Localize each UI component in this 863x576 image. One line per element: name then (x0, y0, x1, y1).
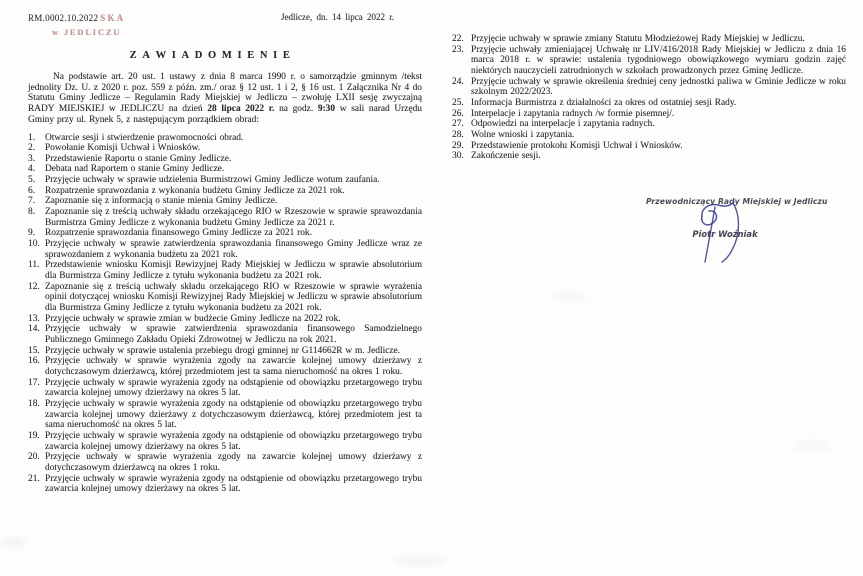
signature-block (646, 196, 828, 239)
intro-text: Na podstawie art. 20 ust. 1 ustawy z dnia 8 marca 1990 r. o samorządzie gminnym /tekst jednolity Dz. U. z 2020 r. poz. 559 z późn. zm./ oraz § 12 ust. 1 i 2, § 16 ust. 1 Załącznika Nr 4 do Statutu Gminy Jedlicze – Regulamin Rady Miejskiej w Jedliczu – zwołuję LXII sesję zwyczajną RADY MIEJSKIEJ w JEDLICZU na dzień (28, 72, 422, 115)
agenda-item (28, 324, 422, 345)
dateline: Jedlicze, dn. 14 lipca 2022 r. (281, 12, 394, 22)
agenda-item-number: 11. (28, 260, 40, 271)
intro-paragraph (28, 72, 422, 126)
stamp-text-line1: SKA (100, 13, 126, 23)
agenda-item-number: 17. (28, 377, 40, 388)
session-date-bold: 28 lipca 2022 r. (207, 104, 275, 115)
page-1 (28, 8, 422, 495)
agenda-item-number: 25. (452, 97, 464, 108)
agenda-item (28, 452, 422, 473)
agenda-item-text: Informacja Burmistrza z działalności za okres od ostatniej sesji Rady. (471, 97, 737, 108)
agenda-item (28, 228, 422, 239)
agenda-item-number: 28. (452, 129, 464, 140)
reference-line (28, 8, 125, 26)
agenda-item-text: Przyjęcie uchwały w sprawie określenia średniej ceny jednostki paliwa w Gminie Jedlicze w roku szkolnym 2022/2023. (471, 76, 846, 98)
agenda-item-number: 18. (28, 398, 40, 409)
agenda-item-text: Otwarcie sesji i stwierdzenie prawomocności obrad. (45, 132, 244, 143)
intro-text: na godz. (274, 104, 318, 115)
agenda-item-number: 19. (28, 430, 40, 441)
intro-text: w sali narad Urzędu Gminy przy ul. Rynek 5, z następującym porządkiem obrad: (28, 104, 422, 125)
agenda-item (28, 143, 422, 154)
scan-smudge (792, 440, 832, 452)
agenda-item-number: 14. (28, 324, 40, 335)
agenda-item (452, 151, 846, 162)
agenda-list-items-1-21 (28, 133, 422, 495)
document-title: Z A W I A D O M I E N I E (129, 50, 293, 61)
agenda-item (28, 282, 422, 314)
agenda-item-text: Rozpatrzenie sprawozdania z wykonania budżetu Gminy Jedlicze za 2021 rok. (45, 185, 345, 196)
agenda-item-number: 1. (28, 132, 36, 143)
scan-smudge (0, 538, 26, 547)
signer-role: Przewodniczący Rady Miejskiej w Jedliczu (646, 196, 828, 206)
agenda-item-text: Przyjęcie uchwały w sprawie wyrażenia zgody na zawarcie kolejnej umowy dzierżawy z dotychczasowym dzierżawcą na okres 1 roku. (45, 452, 422, 473)
agenda-item (452, 45, 846, 77)
agenda-item-number: 3. (28, 153, 36, 164)
agenda-item (28, 207, 422, 228)
agenda-item-number: 16. (28, 356, 40, 367)
agenda-item (28, 356, 422, 377)
agenda-item-text: Zapoznanie się z informacją o stanie mienia Gminy Jedlicze. (45, 196, 278, 207)
agenda-item-text: Interpelacje i zapytania radnych /w formie pisemnej/. (471, 108, 675, 119)
agenda-item (28, 164, 422, 175)
agenda-item (452, 34, 846, 45)
agenda-item-text: Przyjęcie uchwały w sprawie wyrażenia zgody na odstąpienie od obowiązku przetargowego trybu zawarcia kolejnej umowy dzierżawy na okres 5 lat. (45, 430, 422, 452)
agenda-item (452, 109, 846, 120)
agenda-item-text: Przyjęcie uchwały w sprawie zmiany Statutu Młodzieżowej Rady Miejskiej w Jedliczu. (471, 34, 805, 44)
agenda-item-text: Zapoznanie się z treścią uchwały składu orzekającego RIO w Rzeszowie w sprawie sprawozdania Burmistrza Gminy Jedlicze z wykonania budżetu Gminy Jedlicze za 2021 r. (45, 207, 422, 228)
reference-number: RM.0002.10.2022 (28, 13, 99, 23)
agenda-item-text: Przyjęcie uchwały w sprawie wyrażenia zgody na zawarcie kolejnej umowy dzierżawy z dotychczasowym dzierżawcą, której przedmiotem jest ta sama nieruchomość na okres 1 roku. (45, 356, 422, 377)
agenda-item-number: 15. (28, 345, 40, 356)
agenda-item (28, 399, 422, 431)
agenda-item-number: 6. (28, 185, 36, 196)
page-header (28, 8, 422, 26)
agenda-item (28, 314, 422, 325)
agenda-item (28, 154, 422, 165)
agenda-item-text: Zakończenie sesji. (471, 151, 541, 162)
agenda-item-number: 8. (28, 207, 36, 218)
agenda-item-number: 4. (28, 164, 36, 175)
agenda-item-text: Zapoznanie się z treścią uchwały składu orzekającego RIO w Rzeszowie w sprawie wyrażenia opinii dotyczącej wniosku Komisji Rewizyjnej Rady Miejskiej w Jedliczu w sprawie absolutorium dla Burmistrza Gminy Jedlicze z tytułu wykonania budżetu za 2021 rok. (45, 281, 422, 314)
agenda-item-text: Przyjęcie uchwały w sprawie ustalenia przebiegu drogi gminnej nr G114662R w m. Jedlicze. (45, 345, 401, 356)
agenda-item (452, 119, 846, 130)
agenda-item (28, 175, 422, 186)
agenda-item-number: 21. (28, 473, 40, 484)
agenda-item-number: 12. (28, 281, 40, 292)
agenda-item (28, 260, 422, 281)
agenda-item-text: Przedstawienie protokołu Komisji Uchwał i Wniosków. (471, 140, 683, 151)
agenda-item-text: Odpowiedzi na interpelacje i zapytania radnych. (471, 119, 655, 130)
page-2 (452, 27, 846, 239)
agenda-item-number: 23. (452, 44, 464, 55)
agenda-item-number: 22. (452, 34, 464, 44)
agenda-item-text: Przyjęcie uchwały w sprawie zmian w budżecie Gminy Jedlicze na 2022 rok. (45, 313, 341, 324)
agenda-item (28, 474, 422, 495)
agenda-item-number: 20. (28, 452, 40, 463)
agenda-item (28, 378, 422, 399)
agenda-item-number: 29. (452, 140, 464, 151)
agenda-item-text: Przyjęcie uchwały w sprawie zatwierdzenia sprawozdania finansowego Gminy Jedlicze wraz ze sprawozdaniem z wykonania budżetu za 2021 rok. (45, 239, 422, 260)
agenda-item-text: Przyjęcie uchwały w sprawie wyrażenia zgody na odstąpienie od obowiązku przetargowego trybu zawarcia kolejnej umowy dzierżawy z dotychczasowym dzierżawcą, której przedmiotem jest ta sama nieruchomość na okres 5 lat. (45, 398, 422, 431)
agenda-item-text: Przedstawienie wniosku Komisji Rewizyjnej Rady Miejskiej w Jedliczu w sprawie absolutorium dla Burmistrza Gminy Jedlicze z tytułu wykonania budżetu za 2021 rok. (45, 260, 422, 282)
agenda-item-text: Debata nad Raportem o stanie Gminy Jedlicze. (45, 164, 225, 175)
agenda-item-text: Powołanie Komisji Uchwał i Wniosków. (45, 143, 201, 154)
agenda-item (452, 130, 846, 141)
agenda-item-text: Rozpatrzenie sprawozdania finansowego Gminy Jedlicze za 2021 rok. (45, 228, 312, 239)
agenda-item-number: 10. (28, 239, 40, 250)
agenda-item (28, 346, 422, 357)
agenda-item-number: 9. (28, 228, 36, 239)
agenda-item (452, 141, 846, 152)
agenda-item-text: Przyjęcie uchwały w sprawie zatwierdzenia sprawozdania finansowego Samodzielnego Publicznego Gminnego Zakładu Opieki Zdrowotnej w Jedliczu na rok 2021. (45, 324, 422, 345)
agenda-item-number: 13. (28, 313, 40, 324)
agenda-item (452, 98, 846, 109)
agenda-item (28, 239, 422, 260)
session-time-bold: 9:30 (317, 104, 336, 115)
agenda-item-text: Przyjęcie uchwały w sprawie udzielenia Burmistrzowi Gminy Jedlicze wotum zaufania. (45, 175, 380, 186)
stamp-text-line2: w JEDLICZU (52, 27, 122, 37)
agenda-item-text: Przyjęcie uchwały w sprawie wyrażenia zgody na odstąpienie od obowiązku przetargowego trybu zawarcia kolejnej umowy dzierżawy na okres 5 lat. (45, 473, 422, 495)
agenda-list-items-22-30 (452, 34, 846, 162)
agenda-item-text: Przyjęcie uchwały zmieniającej Uchwałę nr LIV/416/2018 Rady Miejskiej w Jedliczu z dnia 16 marca 2018 r. w sprawie: ustalenia tygodniowego obowiązkowego wymiaru godzin zajęć niektórych nauczycieli zatrudnionych w szkołach prowadzonych przez Gminę Jedlicze. (471, 44, 846, 76)
agenda-item-text: Przyjęcie uchwały w sprawie wyrażenia zgody na odstąpienie od obowiązku przetargowego trybu zawarcia kolejnej umowy dzierżawy na okres 5 lat. (45, 377, 422, 399)
agenda-item (28, 186, 422, 197)
agenda-item-number: 24. (452, 76, 464, 87)
agenda-item (28, 431, 422, 452)
agenda-item-number: 7. (28, 196, 36, 207)
agenda-item (28, 196, 422, 207)
scan-smudge (552, 292, 586, 301)
agenda-item-number: 5. (28, 175, 36, 186)
agenda-item-text: Przedstawienie Raportu o stanie Gminy Jedlicze. (45, 153, 232, 164)
agenda-item-number: 27. (452, 119, 464, 130)
agenda-item-number: 30. (452, 151, 464, 162)
agenda-item-number: 26. (452, 108, 464, 119)
agenda-item (28, 133, 422, 144)
agenda-item (452, 77, 846, 98)
agenda-item-text: Wolne wnioski i zapytania. (471, 129, 575, 140)
scan-smudge (393, 556, 448, 566)
agenda-item-number: 2. (28, 143, 36, 154)
signer-name: Piotr Woźniak (692, 228, 758, 239)
